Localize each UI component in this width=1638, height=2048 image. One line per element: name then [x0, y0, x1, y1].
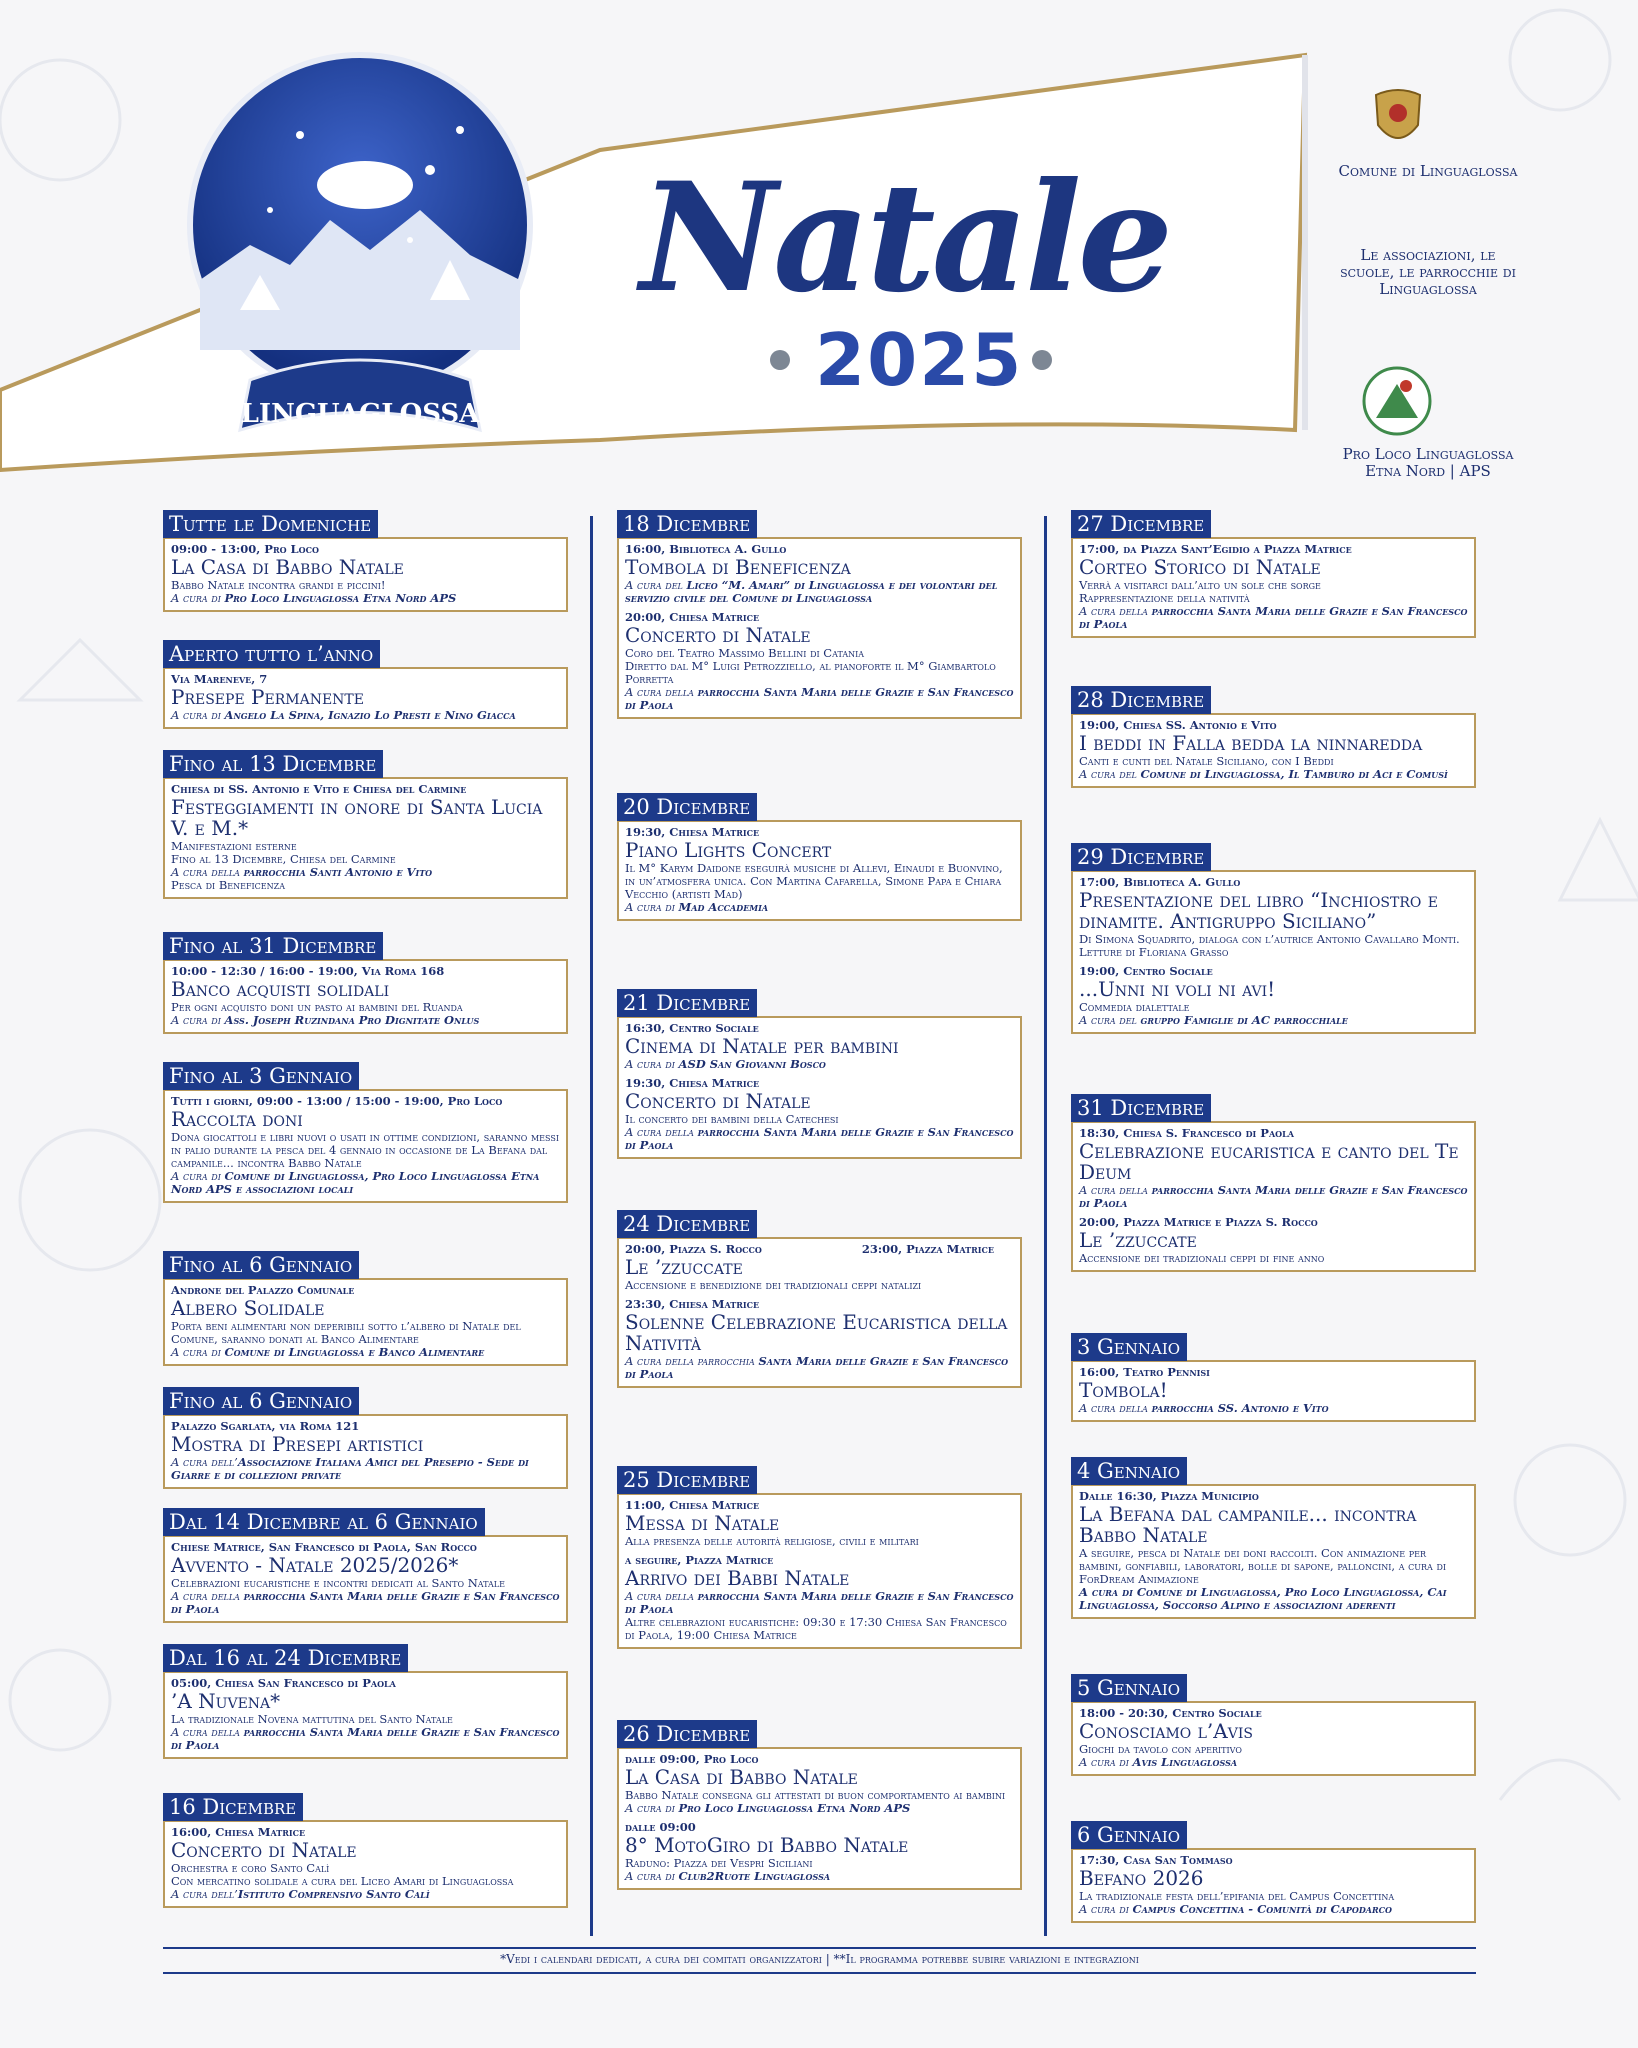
event-title: Presentazione del libro “Inchiostro e dinamite. Antigruppo Siciliano”	[1079, 888, 1438, 933]
event-time-place: Tutti i giorni, 09:00 - 13:00 / 15:00 - 19:00, Pro Loco	[171, 1094, 503, 1108]
event-organizer	[625, 1355, 1014, 1381]
event-title: Concerto di Natale	[625, 623, 811, 647]
section-date-heading: 26 Dicembre	[617, 1720, 757, 1748]
event-title: Festeggiamenti in onore di Santa Lucia V. e M.*	[171, 795, 543, 840]
event-title: ’A Nuvena*	[171, 1689, 281, 1713]
event-title: La Casa di Babbo Natale	[625, 1765, 858, 1789]
event-item	[625, 1022, 1014, 1071]
event-card	[163, 1089, 568, 1203]
section-date-heading: 29 Dicembre	[1071, 843, 1211, 871]
event-organizer-prefix: A cura della	[1079, 604, 1152, 618]
event-organizer	[171, 1346, 560, 1359]
event-time-place: Dalle 16:30, Piazza Municipio	[1079, 1489, 1259, 1503]
event-organizer	[171, 1590, 560, 1616]
event-description: Di Simona Squadrito, dialoga con l’autrice Antonio Cavallaro Monti. Letture di Floriana Grasso	[1079, 932, 1460, 959]
event-organizer-prefix: A cura dell’	[171, 1887, 238, 1901]
section-date-heading: 3 Gennaio	[1071, 1333, 1187, 1361]
event-section	[617, 1720, 1022, 1890]
event-item	[1079, 1216, 1468, 1265]
event-description: Raduno: Piazza dei Vespri Siciliani	[625, 1856, 813, 1870]
event-section	[163, 640, 568, 729]
event-organizer-prefix: A cura della parrocchia	[625, 1354, 759, 1368]
event-organizer-prefix: A cura di	[625, 1801, 679, 1815]
event-item	[171, 673, 560, 722]
event-time-place: Androne del Palazzo Comunale	[171, 1283, 355, 1297]
event-card	[163, 1278, 568, 1366]
event-organizer-prefix: A cura del	[1079, 767, 1141, 781]
event-organizer-prefix: A cura di	[171, 708, 225, 722]
event-organizer-prefix: A cura di	[171, 1345, 225, 1359]
event-item	[171, 543, 560, 605]
event-organizer-name: ASD San Giovanni Bosco	[678, 1057, 826, 1071]
event-description: Dona giocattoli e libri nuovi o usati in ottime condizioni, saranno messi in palio durante la pesca del 4 gennaio in occasione de La Befana dal campanile... incontra Babbo Natale	[171, 1130, 559, 1170]
event-description: Alla presenza delle autorità religiose, civili e militari	[625, 1534, 919, 1548]
event-time-place: Chiese Matrice, San Francesco di Paola, San Rocco	[171, 1540, 477, 1554]
event-organizer-name: parrocchia Santa Maria delle Grazie e San Francesco di Paola	[1079, 1183, 1468, 1210]
event-organizer	[1079, 1756, 1468, 1769]
title-dot-left	[770, 350, 790, 370]
event-organizer-prefix: A cura di	[171, 591, 225, 605]
title-dot-right	[1032, 350, 1052, 370]
event-organizer-prefix: A cura della	[171, 1725, 244, 1739]
event-card	[617, 1493, 1022, 1649]
event-title: Banco acquisti solidali	[171, 977, 390, 1001]
event-description: Per ogni acquisto doni un pasto ai bambini del Ruanda	[171, 1000, 463, 1014]
section-date-heading: 21 Dicembre	[617, 989, 757, 1017]
event-description: Porta beni alimentari non deperibili sotto l’albero di Natale del Comune, saranno donati al Banco Alimentare	[171, 1319, 521, 1346]
org-comune: Comune di Linguaglossa	[1338, 162, 1518, 180]
event-card	[1071, 870, 1476, 1034]
event-organizer-name: gruppo Famiglie di AC parrocchiale	[1140, 1013, 1348, 1027]
event-description: A seguire, pesca di Natale dei doni raccolti. Con animazione per bambini, gonfiabili, laboratori, bolle di sapone, palloncini, a cura di ForDream Animazione	[1079, 1546, 1447, 1586]
event-item	[171, 1284, 560, 1359]
event-item	[625, 543, 1014, 605]
event-time-place: Via Mareneve, 7	[171, 672, 268, 686]
event-organizer-name: parrocchia Santi Antonio e Vito	[243, 865, 433, 879]
event-title: Presepe Permanente	[171, 685, 364, 709]
event-item	[625, 826, 1014, 914]
event-organizer	[625, 901, 1014, 914]
event-item	[625, 611, 1014, 712]
event-title: ...Unni ni voli ni avi!	[1079, 977, 1276, 1001]
event-title: Raccolta doni	[171, 1107, 303, 1131]
event-card	[163, 1671, 568, 1759]
globe-label: LINGUAGLOSSA	[240, 399, 480, 429]
snow-globe-illustration	[180, 50, 540, 460]
event-section	[617, 793, 1022, 921]
event-organizer-name: Associazione Italiana Amici del Presepio - Sede di Giarre e di collezioni private	[171, 1455, 529, 1482]
event-organizer	[171, 592, 560, 605]
section-date-heading: Dal 16 al 24 Dicembre	[163, 1644, 408, 1672]
event-organizer-prefix: A cura di	[625, 900, 679, 914]
event-card	[163, 1820, 568, 1908]
event-organizer-name: Ass. Joseph Ruzindana Pro Dignitate Onlus	[224, 1013, 480, 1027]
event-organizer-name: Pro Loco Linguaglossa Etna Nord APS	[224, 591, 457, 605]
event-organizer-name: Comune di Linguaglossa e Banco Alimentare	[224, 1345, 485, 1359]
event-item	[625, 1499, 1014, 1548]
event-organizer-name: Comune di Linguaglossa, Il Tamburo di Aci e Comusì	[1140, 767, 1448, 781]
event-time-place: 19:00, Chiesa SS. Antonio e Vito	[1079, 718, 1277, 732]
event-section	[1071, 510, 1476, 638]
event-organizer-prefix: A cura di	[171, 1169, 225, 1183]
event-description-extra: Rappresentazione della natività	[1079, 591, 1250, 605]
event-organizer	[171, 1888, 560, 1901]
event-title: Cinema di Natale per bambini	[625, 1034, 899, 1058]
event-card	[163, 537, 568, 612]
event-time-place: 19:30, Chiesa Matrice	[625, 1076, 760, 1090]
event-time-place: 20:00, Piazza Matrice e Piazza S. Rocco	[1079, 1215, 1318, 1229]
event-section	[1071, 1821, 1476, 1923]
event-item	[625, 1077, 1014, 1152]
event-time-place: a seguire, Piazza Matrice	[625, 1553, 774, 1567]
event-card	[1071, 1848, 1476, 1923]
event-organizer-name: Avis Linguaglossa	[1132, 1755, 1238, 1769]
event-time-place: 17:00, da Piazza Sant’Egidio a Piazza Matrice	[1079, 542, 1352, 556]
section-date-heading: 16 Dicembre	[163, 1793, 303, 1821]
section-date-heading: 5 Gennaio	[1071, 1674, 1187, 1702]
event-organizer	[625, 1870, 1014, 1883]
event-section	[617, 1210, 1022, 1388]
event-organizer	[1079, 1903, 1468, 1916]
event-time-place: Chiesa di SS. Antonio e Vito e Chiesa del Carmine	[171, 782, 467, 796]
event-card	[1071, 1701, 1476, 1776]
event-organizer-name: Campus Concettina - Comunità di Capodarco	[1132, 1902, 1392, 1916]
section-date-heading: Tutte le Domeniche	[163, 510, 378, 538]
footer-rule-top	[163, 1947, 1476, 1949]
event-section	[163, 1793, 568, 1908]
page-year: 2025	[815, 318, 1024, 402]
event-item	[1079, 1490, 1468, 1612]
event-section	[1071, 1333, 1476, 1422]
event-time-place-b: 23:00, Piazza Matrice	[861, 1242, 994, 1256]
event-description-extra: Diretto dal M° Luigi Petrozziello, al pianoforte il M° Giambartolo Porretta	[625, 659, 996, 686]
event-item	[171, 1677, 560, 1752]
section-date-heading: 20 Dicembre	[617, 793, 757, 821]
event-title: Arrivo dei Babbi Natale	[625, 1566, 850, 1590]
event-title: Mostra di Presepi artistici	[171, 1432, 424, 1456]
event-time-place: 18:30, Chiesa S. Francesco di Paola	[1079, 1126, 1294, 1140]
event-time-place: 19:30, Chiesa Matrice	[625, 825, 760, 839]
event-organizer-name: Santa Maria delle Grazie e San Francesco di Paola	[625, 1354, 1009, 1381]
event-title: Solenne Celebrazione Eucaristica della Natività	[625, 1310, 1008, 1355]
event-item	[1079, 965, 1468, 1027]
event-organizer-prefix: A cura della	[171, 1589, 244, 1603]
event-item	[171, 783, 560, 892]
event-organizer-prefix: A cura della	[625, 1589, 698, 1603]
event-organizer-name: Istituto Comprensivo Santo Calì	[237, 1887, 430, 1901]
comune-crest-icon	[1368, 85, 1428, 151]
event-section	[1071, 843, 1476, 1034]
event-description: Canti e cunti del Natale Siciliano, con I Beddi	[1079, 754, 1334, 768]
event-time-place: dalle 09:00	[625, 1820, 696, 1834]
event-organizer-prefix: A cura di	[625, 1869, 679, 1883]
event-section	[1071, 1674, 1476, 1776]
event-description: Babbo Natale consegna gli attestati di buon comportamento ai bambini	[625, 1788, 1006, 1802]
event-organizer	[625, 1590, 1014, 1616]
event-title: Le ’zzuccate	[625, 1255, 743, 1279]
column-divider-2	[1044, 516, 1047, 1936]
event-title: Messa di Natale	[625, 1511, 780, 1535]
event-description: La tradizionale festa dell’epifania del Campus Concettina	[1079, 1889, 1395, 1903]
event-organizer	[625, 1058, 1014, 1071]
event-section	[1071, 1094, 1476, 1272]
event-card	[1071, 713, 1476, 788]
footnote: *Vedi i calendari dedicati, a cura dei comitati organizzatori | **Il programma potrebbe subire variazioni e integrazioni	[500, 1952, 1139, 1966]
event-organizer-name: Liceo “M. Amari” di Linguaglossa e dei volontari del servizio civile del Comune di Linguaglossa	[625, 578, 998, 605]
footer-rule-bottom	[163, 1972, 1476, 1974]
event-card	[163, 667, 568, 729]
event-time-place: 23:30, Chiesa Matrice	[625, 1297, 760, 1311]
event-section	[163, 1062, 568, 1203]
event-organizer	[625, 1126, 1014, 1152]
event-description: Coro del Teatro Massimo Bellini di Catania	[625, 646, 865, 660]
event-time-place: 16:00, Chiesa Matrice	[171, 1825, 306, 1839]
event-description-extra: Con mercatino solidale a cura del Liceo Amari di Linguaglossa	[171, 1874, 514, 1888]
event-organizer-name: parrocchia Santa Maria delle Grazie e San Francesco di Paola	[625, 1589, 1014, 1616]
event-organizer	[171, 1014, 560, 1027]
event-card	[617, 537, 1022, 719]
event-description: Accensione e benedizione dei tradizionali ceppi natalizi	[625, 1278, 922, 1292]
event-card	[617, 820, 1022, 921]
event-organizer	[625, 579, 1014, 605]
section-date-heading: Aperto tutto l’anno	[163, 640, 380, 668]
event-description: Manifestazioni esterne	[171, 839, 297, 853]
event-item	[625, 1298, 1014, 1381]
event-card	[1071, 1360, 1476, 1422]
event-card	[617, 1016, 1022, 1159]
event-time-place: 09:00 - 13:00, Pro Loco	[171, 542, 319, 556]
section-date-heading: Fino al 6 Gennaio	[163, 1251, 359, 1279]
event-card	[1071, 1484, 1476, 1619]
event-item	[1079, 1127, 1468, 1210]
event-item	[625, 1554, 1014, 1642]
event-title: La Befana dal campanile... incontra Babbo Natale	[1079, 1502, 1417, 1547]
event-section	[163, 1644, 568, 1759]
page-title: Natale	[640, 150, 1170, 326]
event-card	[617, 1237, 1022, 1388]
event-organizer-name: Club2Ruote Linguaglossa	[678, 1869, 831, 1883]
event-item	[625, 1753, 1014, 1815]
section-date-heading: Fino al 13 Dicembre	[163, 750, 383, 778]
event-section	[617, 1466, 1022, 1649]
event-organizer	[171, 1170, 560, 1196]
event-title: Befano 2026	[1079, 1866, 1204, 1890]
event-organizer	[1079, 1014, 1468, 1027]
event-organizer-name: Pro Loco Linguaglossa Etna Nord APS	[678, 1801, 911, 1815]
event-item	[171, 1826, 560, 1901]
event-time-place: 17:00, Biblioteca A. Gullo	[1079, 875, 1241, 889]
event-time-place: 20:00, Chiesa Matrice	[625, 610, 760, 624]
event-title: Piano Lights Concert	[625, 838, 832, 862]
event-organizer-prefix: A cura di	[171, 1013, 225, 1027]
event-organizer-prefix: A cura di	[625, 1057, 679, 1071]
section-date-heading: 4 Gennaio	[1071, 1457, 1187, 1485]
event-description: Verrà a visitarci dall’alto un sole che sorge	[1079, 578, 1321, 592]
event-item	[1079, 543, 1468, 631]
section-date-heading: 6 Gennaio	[1071, 1821, 1187, 1849]
event-description: Orchestra e coro Santo Calì	[171, 1861, 330, 1875]
event-description: Celebrazioni eucaristiche e incontri dedicati al Santo Natale	[171, 1576, 505, 1590]
event-organizer-name: parrocchia Santa Maria delle Grazie e San Francesco di Paola	[171, 1589, 560, 1616]
event-title: Tombola di Beneficenza	[625, 555, 851, 579]
event-description: Babbo Natale incontra grandi e piccini!	[171, 578, 386, 592]
section-date-heading: Fino al 3 Gennaio	[163, 1062, 359, 1090]
event-time-place: 18:00 - 20:30, Centro Sociale	[1079, 1706, 1262, 1720]
event-card	[163, 1535, 568, 1623]
event-description: Commedia dialettale	[1079, 1000, 1190, 1014]
event-description: Giochi da tavolo con aperitivo	[1079, 1742, 1242, 1756]
event-card	[617, 1747, 1022, 1890]
event-card	[163, 1414, 568, 1489]
event-organizer-name: parrocchia Santa Maria delle Grazie e San Francesco di Paola	[625, 1125, 1014, 1152]
event-organizer	[625, 686, 1014, 712]
event-item	[625, 1821, 1014, 1883]
event-organizer	[1079, 1402, 1468, 1415]
event-item	[1079, 1707, 1468, 1769]
event-section	[163, 1508, 568, 1623]
event-section	[1071, 1457, 1476, 1619]
event-description: Il concerto dei bambini della Catechesi	[625, 1112, 839, 1126]
event-organizer-name: parrocchia Santa Maria delle Grazie e San Francesco di Paola	[171, 1725, 560, 1752]
event-title: Concerto di Natale	[171, 1838, 357, 1862]
event-section	[1071, 686, 1476, 788]
section-date-heading: 24 Dicembre	[617, 1210, 757, 1238]
event-title: Albero Solidale	[171, 1296, 325, 1320]
event-organizer-prefix: A cura dell’	[171, 1455, 238, 1469]
event-time-place: 17:30, Casa San Tommaso	[1079, 1853, 1233, 1867]
section-date-heading: Fino al 31 Dicembre	[163, 932, 383, 960]
event-organizer-prefix: A cura del	[1079, 1013, 1141, 1027]
event-organizer-name: parrocchia SS. Antonio e Vito	[1151, 1401, 1329, 1415]
event-item	[171, 1095, 560, 1196]
section-date-heading: 31 Dicembre	[1071, 1094, 1211, 1122]
event-organizer	[171, 1726, 560, 1752]
event-item	[171, 1541, 560, 1616]
event-organizer-name: Angelo La Spina, Ignazio Lo Presti e Nino Giacca	[224, 708, 516, 722]
event-time-place: 16:00, Teatro Pennisi	[1079, 1365, 1210, 1379]
event-organizer-name: Mad Accademia	[678, 900, 769, 914]
section-date-heading: 27 Dicembre	[1071, 510, 1211, 538]
event-title: Celebrazione eucaristica e canto del Te Deum	[1079, 1139, 1459, 1184]
event-section	[163, 510, 568, 612]
event-organizer-name: Comune di Linguaglossa, Pro Loco Linguaglossa Etna Nord APS e associazioni locali	[171, 1169, 540, 1196]
event-item	[1079, 1854, 1468, 1916]
event-time-place: 19:00, Centro Sociale	[1079, 964, 1213, 978]
event-organizer-prefix: A cura di	[1079, 1755, 1133, 1769]
event-time-place: 16:00, Biblioteca A. Gullo	[625, 542, 787, 556]
event-item	[1079, 719, 1468, 781]
event-item	[1079, 876, 1468, 959]
section-date-heading: Dal 14 Dicembre al 6 Gennaio	[163, 1508, 485, 1536]
event-title: I beddi in Falla bedda la ninnaredda	[1079, 731, 1423, 755]
event-title: La Casa di Babbo Natale	[171, 555, 404, 579]
event-section	[163, 1387, 568, 1489]
org-proloco: Pro Loco Linguaglossa Etna Nord | APS	[1342, 445, 1514, 480]
section-date-heading: 25 Dicembre	[617, 1466, 757, 1494]
org-associazioni: Le associazioni, le scuole, le parrocchie di Linguaglossa	[1340, 246, 1516, 298]
event-organizer	[625, 1802, 1014, 1815]
event-organizer-name: parrocchia Santa Maria delle Grazie e San Francesco di Paola	[1079, 604, 1468, 631]
event-organizer-prefix: A cura della	[1079, 1401, 1152, 1415]
event-organizer-name: A cura di Comune di Linguaglossa, Pro Loco Linguaglossa, Cai Linguaglossa, Soccorso Alpino e associazioni aderenti	[1079, 1585, 1447, 1612]
section-date-heading: 28 Dicembre	[1071, 686, 1211, 714]
event-item	[171, 965, 560, 1027]
event-time-place-a: 20:00, Piazza S. Rocco	[625, 1242, 762, 1256]
event-item	[171, 1420, 560, 1482]
event-time-place: Palazzo Sgarlata, via Roma 121	[171, 1419, 360, 1433]
event-organizer	[171, 1456, 560, 1482]
event-time-place: 11:00, Chiesa Matrice	[625, 1498, 760, 1512]
event-title: Le ’zzuccate	[1079, 1228, 1197, 1252]
event-item	[625, 1243, 1014, 1292]
event-organizer-prefix: A cura della	[625, 685, 698, 699]
event-note: Pesca di Beneficenza	[171, 878, 285, 892]
event-organizer-name: parrocchia Santa Maria delle Grazie e San Francesco di Paola	[625, 685, 1014, 712]
event-time-place: 16:30, Centro Sociale	[625, 1021, 759, 1035]
event-description: Accensione dei tradizionali ceppi di fine anno	[1079, 1251, 1325, 1265]
event-description-extra: Fino al 13 Dicembre, Chiesa del Carmine	[171, 852, 396, 866]
event-section	[163, 1251, 568, 1366]
event-organizer	[171, 709, 560, 722]
section-date-heading: Fino al 6 Gennaio	[163, 1387, 359, 1415]
event-section	[617, 989, 1022, 1159]
event-organizer	[1079, 768, 1468, 781]
event-time-place: dalle 09:00, Pro Loco	[625, 1752, 759, 1766]
event-organizer-prefix: A cura della	[171, 865, 244, 879]
event-section	[617, 510, 1022, 719]
event-time-place: 10:00 - 12:30 / 16:00 - 19:00, Via Roma 168	[171, 964, 445, 978]
event-item	[1079, 1366, 1468, 1415]
section-date-heading: 18 Dicembre	[617, 510, 757, 538]
event-description: La tradizionale Novena mattutina del Santo Natale	[171, 1712, 453, 1726]
event-organizer-prefix: A cura della	[625, 1125, 698, 1139]
event-organizer-prefix: A cura di	[1079, 1902, 1133, 1916]
event-section	[163, 932, 568, 1034]
event-title: Conosciamo l’Avis	[1079, 1719, 1253, 1743]
event-time-place: 05:00, Chiesa San Francesco di Paola	[171, 1676, 396, 1690]
event-title: Corteo Storico di Natale	[1079, 555, 1321, 579]
event-card	[1071, 537, 1476, 638]
event-organizer-prefix: A cura della	[1079, 1183, 1152, 1197]
proloco-logo-icon	[1362, 366, 1432, 436]
event-description: Il M° Karym Daidone eseguirà musiche di Allevi, Einaudi e Buonvino, in un’atmosfera unica. Con Martina Cafarella, Simone Papa e Chiara Vecchio (artisti Mad)	[625, 861, 1003, 901]
event-organizer	[1079, 1184, 1468, 1210]
event-organizer	[1079, 1586, 1468, 1612]
event-organizer	[1079, 605, 1468, 631]
event-note: Altre celebrazioni eucaristiche: 09:30 e 17:30 Chiesa San Francesco di Paola, 19:00 Chiesa Matrice	[625, 1615, 1007, 1642]
event-title: Concerto di Natale	[625, 1089, 811, 1113]
event-card	[163, 959, 568, 1034]
event-section	[163, 750, 568, 899]
event-title: 8° MotoGiro di Babbo Natale	[625, 1833, 909, 1857]
column-divider-1	[590, 516, 593, 1936]
event-title: Tombola!	[1079, 1378, 1168, 1402]
event-title: Avvento - Natale 2025/2026*	[171, 1553, 459, 1577]
event-card	[163, 777, 568, 899]
event-card	[1071, 1121, 1476, 1272]
event-organizer-prefix: A cura del	[625, 578, 687, 592]
